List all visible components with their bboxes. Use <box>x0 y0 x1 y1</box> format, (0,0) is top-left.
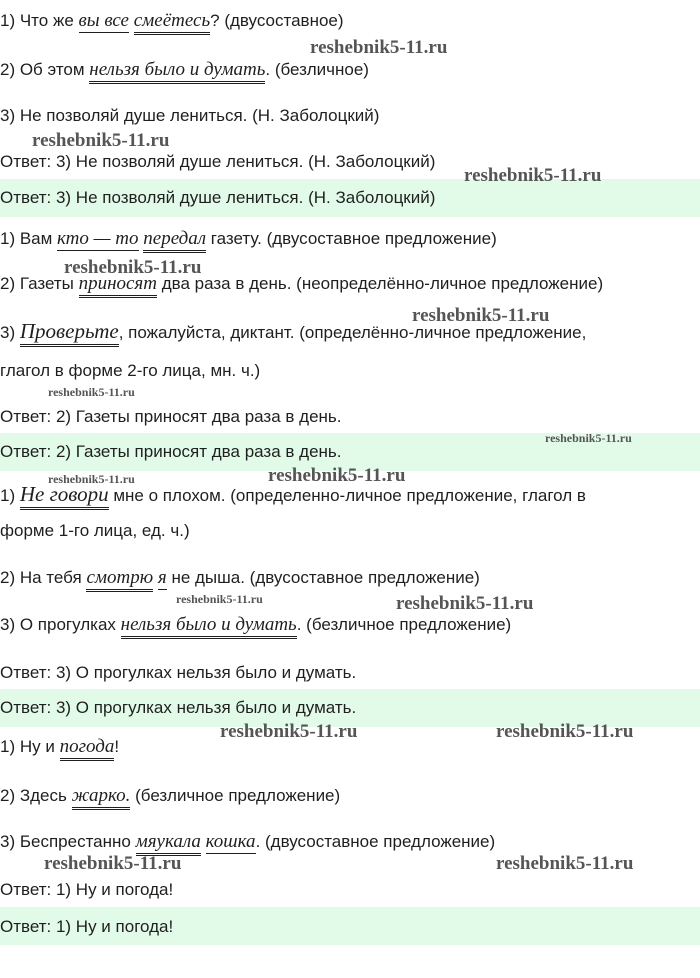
text: не дыша. (двусоставное предложение) <box>166 568 480 587</box>
subject: я <box>157 567 167 588</box>
answer-line-highlighted: Ответ: 3) О прогулках нельзя было и думать. <box>0 698 357 717</box>
predicate: Проверьте <box>20 319 119 347</box>
sentence-line <box>0 736 119 758</box>
answer-line: Ответ: 2) Газеты приносят два раза в день. <box>0 407 342 426</box>
watermark: reshebnik5-11.ru <box>496 853 634 874</box>
sentence-line <box>0 10 344 32</box>
text: 2) На тебя <box>0 568 87 587</box>
text: ? (двусоставное) <box>210 11 344 30</box>
answer-line-highlighted: Ответ: 3) Не позволяй душе лениться. (Н. Заболоцкий) <box>0 188 436 207</box>
predicate: смеётесь <box>134 10 210 35</box>
predicate: нельзя было и думать <box>121 614 297 639</box>
text: 1) <box>0 486 20 505</box>
watermark: reshebnik5-11.ru <box>268 465 406 486</box>
text: 3) Беспрестанно <box>0 832 136 851</box>
answer-line: Ответ: 1) Ну и погода! <box>0 880 174 899</box>
watermark: reshebnik5-11.ru <box>64 257 202 278</box>
text: 1) Вам <box>0 229 58 248</box>
text: , пожалуйста, диктант. (определённо-личное предложение, <box>118 323 587 342</box>
sentence-line: 3) Не позволяй душе лениться. (Н. Заболоцкий) <box>0 106 380 125</box>
watermark: reshebnik5-11.ru <box>412 305 550 326</box>
sentence-line <box>0 567 480 589</box>
watermark: reshebnik5-11.ru <box>220 721 358 742</box>
text: . (двусоставное предложение) <box>255 832 496 851</box>
text: . (безличное) <box>265 60 369 79</box>
sentence-line <box>0 59 369 81</box>
text: мне о плохом. (определенно-личное предложение, глагол в <box>108 486 586 505</box>
text: . (безличное предложение) <box>296 615 512 634</box>
watermark: reshebnik5-11.ru <box>32 130 170 151</box>
text: 2) Об этом <box>0 60 90 79</box>
text: газету. (двусоставное предложение) <box>206 229 497 248</box>
sentence-line: форме 1-го лица, ед. ч.) <box>0 521 190 540</box>
watermark: reshebnik5-11.ru <box>496 721 634 742</box>
watermark: reshebnik5-11.ru <box>176 592 263 606</box>
watermark: reshebnik5-11.ru <box>44 853 182 874</box>
sentence-line <box>0 228 497 250</box>
sentence-line <box>0 785 340 807</box>
predicate: передал <box>143 228 206 253</box>
predicate: приносят <box>79 273 157 298</box>
sentence-line <box>0 831 495 853</box>
predicate: жарко. <box>72 785 131 810</box>
predicate: погода <box>60 736 115 761</box>
text: два раза в день. (неопределённо-личное предложение) <box>157 274 604 293</box>
text: 1) Что же <box>0 11 79 30</box>
watermark: reshebnik5-11.ru <box>545 431 632 445</box>
answer-line: Ответ: 3) О прогулках нельзя было и думать. <box>0 663 357 682</box>
sentence-line: глагол в форме 2-го лица, мн. ч.) <box>0 361 261 380</box>
watermark: reshebnik5-11.ru <box>48 472 135 486</box>
subject: вы все <box>78 10 129 31</box>
text: 2) Газеты <box>0 274 79 293</box>
text: 2) Здесь <box>0 786 72 805</box>
answer-line: Ответ: 3) Не позволяй душе лениться. (Н. Заболоцкий) <box>0 152 436 171</box>
watermark: reshebnik5-11.ru <box>48 385 135 399</box>
answer-line-highlighted: Ответ: 2) Газеты приносят два раза в день. <box>0 442 342 461</box>
predicate: Не говори <box>20 482 109 510</box>
predicate: смотрю <box>86 567 153 592</box>
sentence-line <box>0 614 511 636</box>
text: ! <box>114 737 120 756</box>
sentence-line <box>0 483 586 507</box>
watermark: reshebnik5-11.ru <box>464 165 602 186</box>
subject: кошка <box>205 831 256 852</box>
subject: кто — то <box>57 228 139 249</box>
text: (безличное предложение) <box>130 786 341 805</box>
text: 3) <box>0 323 20 342</box>
predicate: мяукала <box>136 831 201 856</box>
answer-line-highlighted: Ответ: 1) Ну и погода! <box>0 917 174 936</box>
watermark: reshebnik5-11.ru <box>396 593 534 614</box>
watermark: reshebnik5-11.ru <box>310 37 448 58</box>
text: 1) Ну и <box>0 737 60 756</box>
text: 3) О прогулках <box>0 615 121 634</box>
predicate: нельзя было и думать <box>89 59 265 84</box>
